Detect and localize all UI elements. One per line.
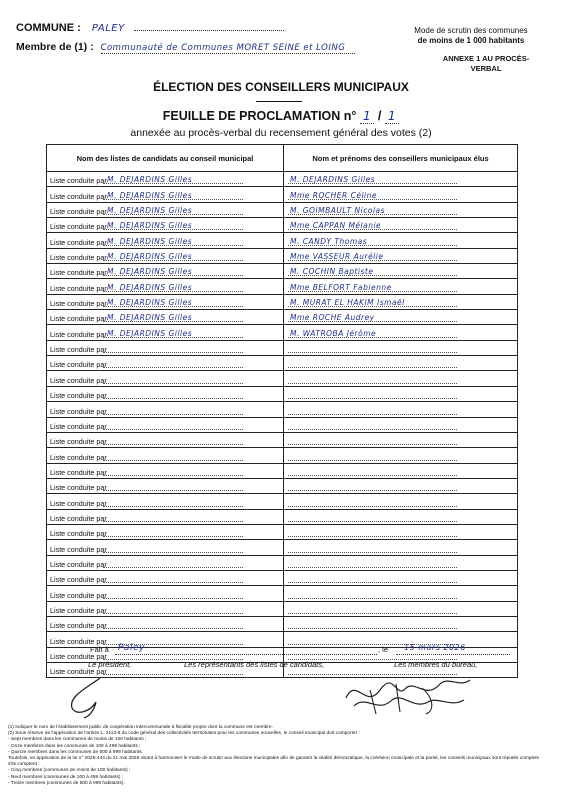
elected-cell: [284, 294, 518, 309]
list-cell: [47, 417, 284, 432]
row-label: Liste conduite par: [50, 605, 107, 615]
list-cell: [47, 402, 284, 417]
list-cell: [47, 172, 284, 187]
elected-name-value: Mme CAPPAN Mélanie: [290, 221, 382, 231]
row-label: Liste conduite par: [50, 299, 107, 309]
list-cell: [47, 494, 284, 509]
elected-cell: [284, 432, 518, 447]
elected-cell: [284, 202, 518, 217]
list-dots: [103, 490, 243, 491]
list-cell: [47, 570, 284, 585]
table-row: [47, 340, 518, 355]
list-cell: [47, 555, 284, 570]
row-label: Liste conduite par: [50, 237, 107, 247]
list-cell: [47, 463, 284, 478]
subtitle: annexée au procès-verbal du recensement général des votes (2): [130, 127, 432, 139]
row-label: Liste conduite par: [50, 636, 107, 646]
elected-name-value: Mme ROCHE Audrey: [290, 313, 375, 323]
feuille-num: 1: [360, 108, 374, 124]
row-label: Liste conduite par: [50, 360, 107, 370]
table-row: [47, 417, 518, 432]
elected-dots: [288, 352, 457, 353]
membre-label: Membre de (1) :: [16, 41, 94, 53]
list-leader-value: M. DEJARDINS Gilles: [107, 298, 193, 308]
elected-cell: [284, 325, 518, 340]
feuille-total: 1: [385, 108, 399, 124]
list-dots: [103, 367, 243, 368]
elected-cell: [284, 264, 518, 279]
commune-value: PALEY: [91, 23, 125, 34]
row-label: Liste conduite par: [50, 452, 107, 462]
elected-cell: [284, 233, 518, 248]
list-cell: [47, 264, 284, 279]
elected-cell: [284, 417, 518, 432]
list-cell: [47, 632, 284, 647]
list-leader-value: M. DEJARDINS Gilles: [107, 175, 193, 185]
col-header-lists: Nom des listes de candidats au conseil municipal: [47, 145, 284, 172]
elected-cell: [284, 509, 518, 524]
elected-cell: [284, 371, 518, 386]
list-dots: [103, 613, 243, 614]
footnote-line: - Treize membres (communes de 500 à 999 habitants).: [8, 780, 125, 786]
table-row: [47, 264, 518, 279]
annexe-line1: ANNEXE 1 AU PROCÈS-: [442, 54, 530, 63]
elected-cell: [284, 310, 518, 325]
mode-scrutin: [396, 26, 546, 46]
elected-cell: [284, 340, 518, 355]
list-leader-value: M. DEJARDINS Gilles: [107, 206, 193, 216]
elected-cell: [284, 524, 518, 539]
table-header-row: [47, 145, 518, 172]
footnote-line: (2) Sous réserve de l'application de l'article L. 2113-8 du code général des collectivités territoriales pour les communes nouvelles, le conseil municipal doit comporter :: [8, 731, 360, 737]
elected-name-value: M. WATROBA Jérôme: [290, 328, 377, 338]
elected-cell: [284, 494, 518, 509]
commune-line: [16, 22, 284, 34]
list-cell: [47, 279, 284, 294]
table-row: [47, 310, 518, 325]
elected-dots: [288, 582, 457, 583]
list-cell: [47, 432, 284, 447]
list-cell: [47, 233, 284, 248]
fait-value: Paley: [118, 643, 145, 653]
list-leader-value: M. DEJARDINS Gilles: [107, 282, 193, 292]
footnotes: [8, 725, 548, 787]
title-rule: [256, 101, 302, 102]
row-label: Liste conduite par: [50, 421, 107, 431]
list-cell: [47, 202, 284, 217]
table-row: [47, 371, 518, 386]
proclamation-table: [46, 144, 518, 678]
sig-president-label: Le président,: [88, 660, 132, 669]
elected-dots: [288, 567, 457, 568]
table-row: [47, 202, 518, 217]
row-label: Liste conduite par: [50, 222, 107, 232]
elected-cell: [284, 463, 518, 478]
annexe-line2: VERBAL: [470, 64, 502, 73]
table-row: [47, 555, 518, 570]
commune-dots: [134, 30, 284, 31]
elected-dots: [288, 628, 457, 629]
row-label: Liste conduite par: [50, 176, 107, 186]
row-label: Liste conduite par: [50, 513, 107, 523]
list-cell: [47, 218, 284, 233]
list-cell: [47, 294, 284, 309]
list-dots: [103, 352, 243, 353]
elected-dots: [288, 552, 457, 553]
elected-dots: [288, 383, 457, 384]
list-dots: [103, 628, 243, 629]
row-label: Liste conduite par: [50, 467, 107, 477]
list-dots: [103, 398, 243, 399]
list-dots: [103, 444, 243, 445]
list-leader-value: M. DEJARDINS Gilles: [107, 328, 193, 338]
list-cell: [47, 509, 284, 524]
table-row: [47, 356, 518, 371]
feuille-sep: /: [377, 109, 382, 123]
le-dots: [396, 654, 510, 655]
elected-dots: [288, 490, 457, 491]
sig-representants-label: Les représentants des listes de candidats,: [184, 660, 325, 669]
list-dots: [103, 567, 243, 568]
elected-cell: [284, 540, 518, 555]
row-label: Liste conduite par: [50, 559, 107, 569]
annexe-label: [426, 54, 546, 74]
table-row: [47, 325, 518, 340]
list-dots: [103, 552, 243, 553]
elected-cell: [284, 279, 518, 294]
table-body: [47, 172, 518, 678]
list-dots: [103, 429, 243, 430]
elected-name-value: M. CANDY Thomas: [290, 236, 368, 246]
table-row: [47, 233, 518, 248]
elected-dots: [288, 506, 457, 507]
list-cell: [47, 586, 284, 601]
elected-name-value: M. COCHIN Baptiste: [290, 267, 374, 277]
list-leader-value: M. DEJARDINS Gilles: [107, 236, 193, 246]
le-value: 15 mars 2026: [404, 643, 466, 652]
elected-cell: [284, 601, 518, 616]
footnote-line: - Neuf membres (communes de 100 à 499 habitants) ;: [8, 774, 124, 780]
elected-cell: [284, 448, 518, 463]
list-dots: [103, 521, 243, 522]
table-row: [47, 494, 518, 509]
footnote-line: - Onze membres dans les communes de 100 à 499 habitants ;: [8, 743, 141, 749]
commune-label: COMMUNE :: [16, 22, 81, 34]
list-cell: [47, 248, 284, 263]
list-cell: [47, 386, 284, 401]
elected-dots: [288, 598, 457, 599]
table-row: [47, 601, 518, 616]
le-label: , le: [378, 645, 389, 654]
table-row: [47, 586, 518, 601]
footnote-line: - Sept membres dans les communes de moins de 100 habitants ;: [8, 737, 147, 743]
elected-name-value: Mme BELFORT Fabienne: [290, 282, 392, 292]
elected-name-value: M. GOIMBAULT Nicolas: [290, 206, 386, 216]
row-label: Liste conduite par: [50, 498, 107, 508]
row-label: Liste conduite par: [50, 621, 107, 631]
row-label: Liste conduite par: [50, 483, 107, 493]
list-dots: [103, 506, 243, 507]
elected-dots: [288, 521, 457, 522]
footnote-line: - Quinze membres dans les communes de 500 à 999 habitants.: [8, 749, 143, 755]
table-row: [47, 478, 518, 493]
elected-name-value: Mme ROCHER Céline: [290, 190, 377, 200]
elected-dots: [288, 398, 457, 399]
row-label: Liste conduite par: [50, 437, 107, 447]
list-dots: [103, 536, 243, 537]
row-label: Liste conduite par: [50, 207, 107, 217]
list-cell: [47, 340, 284, 355]
elected-cell: [284, 218, 518, 233]
table-row: [47, 279, 518, 294]
elected-dots: [288, 536, 457, 537]
main-title: ÉLECTION DES CONSEILLERS MUNICIPAUX: [153, 80, 409, 94]
row-label: Liste conduite par: [50, 544, 107, 554]
feuille-label: FEUILLE DE PROCLAMATION n°: [162, 109, 357, 123]
row-label: Liste conduite par: [50, 191, 107, 201]
table-row: [47, 432, 518, 447]
row-label: Liste conduite par: [50, 253, 107, 263]
list-leader-value: M. DEJARDINS Gilles: [107, 313, 193, 323]
list-dots: [103, 414, 243, 415]
list-cell: [47, 540, 284, 555]
list-cell: [47, 616, 284, 631]
table-row: [47, 616, 518, 631]
elected-dots: [288, 613, 457, 614]
mode-line2: de moins de 1 000 habitants: [417, 36, 525, 45]
feuille-title: [0, 108, 562, 123]
list-dots: [103, 475, 243, 476]
president-signature-icon: [60, 672, 120, 720]
table-row: [47, 248, 518, 263]
sig-bureau-label: Les membres du bureau,: [394, 660, 478, 669]
elected-cell: [284, 386, 518, 401]
membre-value: Communauté de Communes MORET SEINE et LOING: [101, 43, 356, 54]
list-cell: [47, 187, 284, 202]
elected-cell: [284, 570, 518, 585]
elected-cell: [284, 632, 518, 647]
list-cell: [47, 310, 284, 325]
list-leader-value: M. DEJARDINS Gilles: [107, 267, 193, 277]
list-leader-value: M. DEJARDINS Gilles: [107, 252, 193, 262]
membre-line: [16, 41, 355, 53]
table-row: [47, 402, 518, 417]
row-label: Liste conduite par: [50, 345, 107, 355]
elected-dots: [288, 367, 457, 368]
row-label: Liste conduite par: [50, 575, 107, 585]
list-cell: [47, 371, 284, 386]
table-row: [47, 448, 518, 463]
row-label: Liste conduite par: [50, 375, 107, 385]
row-label: Liste conduite par: [50, 652, 107, 661]
list-cell: [47, 601, 284, 616]
row-label: Liste conduite par: [50, 529, 107, 539]
list-leader-value: M. DEJARDINS Gilles: [107, 221, 193, 231]
elected-cell: [284, 356, 518, 371]
table-row: [47, 386, 518, 401]
elected-dots: [288, 460, 457, 461]
table-row: [47, 294, 518, 309]
fait-dots: [115, 654, 377, 655]
table-row: [47, 218, 518, 233]
row-label: Liste conduite par: [50, 667, 107, 677]
footnote-line: - Cinq membres (communes de moins de 100 habitants) ;: [8, 768, 131, 774]
table-row: [47, 524, 518, 539]
elected-dots: [288, 429, 457, 430]
row-label: Liste conduite par: [50, 406, 107, 416]
elected-cell: [284, 478, 518, 493]
row-label: Liste conduite par: [50, 283, 107, 293]
elected-dots: [288, 414, 457, 415]
col-header-elected: Nom et prénoms des conseillers municipaux élus: [284, 145, 518, 172]
list-dots: [103, 582, 243, 583]
footnote-line: Toutefois, en application de la loi n° 2025-444 du 21 mai 2025 visant à harmoniser le mode de scrutin aux élections municipales afin de garantir la vitalité démocratique, la cohésion municipale et la parité, les conseils municipaux sont réputés complets s'ils comptent :: [8, 756, 539, 768]
elected-dots: [288, 475, 457, 476]
row-label: Liste conduite par: [50, 590, 107, 600]
table-row: [47, 540, 518, 555]
elected-dots: [288, 444, 457, 445]
table-row: [47, 509, 518, 524]
list-cell: [47, 478, 284, 493]
elected-cell: [284, 555, 518, 570]
list-cell: [47, 448, 284, 463]
row-label: Liste conduite par: [50, 391, 107, 401]
list-cell: [47, 356, 284, 371]
elected-cell: [284, 402, 518, 417]
elected-name-value: Mme VASSEUR Aurélie: [290, 252, 384, 262]
elected-cell: [284, 616, 518, 631]
table-row: [47, 172, 518, 187]
row-label: Liste conduite par: [50, 329, 107, 339]
list-dots: [103, 674, 243, 675]
bureau-signatures-icon: [336, 670, 476, 718]
list-cell: [47, 325, 284, 340]
list-dots: [103, 383, 243, 384]
elected-name-value: M. MURAT EL HAKIM Ismaël: [290, 298, 405, 308]
list-dots: [103, 460, 243, 461]
table-row: [47, 570, 518, 585]
table-row: [47, 463, 518, 478]
elected-name-value: M. DEJARDINS Gilles: [290, 175, 376, 185]
list-cell: [47, 524, 284, 539]
mode-line1: Mode de scrutin des communes: [414, 26, 528, 35]
elected-cell: [284, 586, 518, 601]
row-label: Liste conduite par: [50, 314, 107, 324]
elected-cell: [284, 248, 518, 263]
row-label: Liste conduite par: [50, 268, 107, 278]
elected-cell: [284, 172, 518, 187]
footnote-line: (1) Indiquer le nom de l'établissement public de coopération intercommunale à fiscalité propre dont la commune est membre.: [8, 725, 273, 730]
list-leader-value: M. DEJARDINS Gilles: [107, 190, 193, 200]
elected-cell: [284, 187, 518, 202]
fait-label: Fait à: [90, 645, 109, 654]
table-row: [47, 187, 518, 202]
list-dots: [103, 598, 243, 599]
